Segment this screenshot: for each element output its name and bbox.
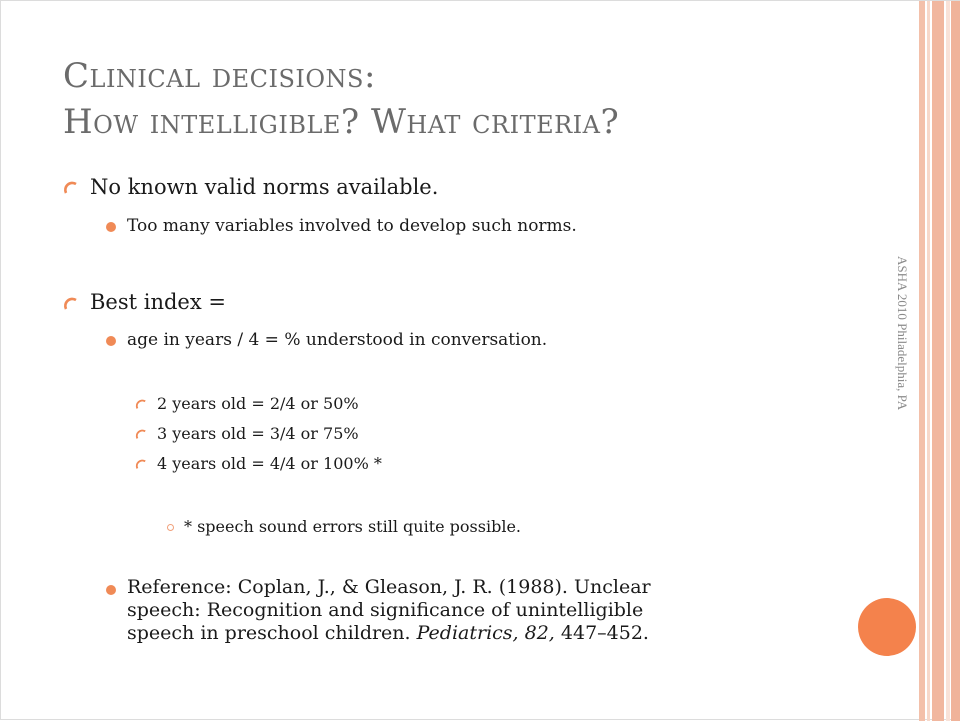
decorative-stripe (927, 1, 930, 721)
chevron-bullet-icon (63, 181, 77, 195)
chevron-bullet-icon (135, 429, 146, 440)
dot-bullet-icon (106, 336, 116, 346)
ring-bullet-icon (167, 524, 174, 531)
decorative-stripe (932, 1, 944, 721)
note-speech-errors: * speech sound errors still quite possible. (184, 517, 522, 536)
sub-bullet-formula: age in years / 4 = % understood in conversation. (127, 330, 548, 350)
footer-label: ASHA 2010 Philadelphia, PA (895, 256, 910, 411)
decorative-stripe (951, 1, 960, 721)
reference-line-1: Reference: Coplan, J., & Gleason, J. R. (1988). Unclear (127, 576, 651, 598)
bullet-best-index: Best index = (90, 290, 226, 314)
example-3-years: 3 years old = 3/4 or 75% (157, 424, 359, 443)
decorative-stripe (919, 1, 925, 721)
example-2-years: 2 years old = 2/4 or 50% (157, 394, 359, 413)
chevron-bullet-icon (135, 399, 146, 410)
title-line-2: How intelligible? What criteria? (63, 102, 620, 142)
dot-bullet-icon (106, 585, 116, 595)
bullet-norms: No known valid norms available. (90, 175, 439, 199)
sub-bullet-variables: Too many variables involved to develop such norms. (127, 216, 577, 236)
reference-line-3b: 447–452. (554, 622, 649, 644)
reference (127, 576, 817, 645)
decorative-circle (858, 598, 916, 656)
slide-title (63, 53, 863, 145)
reference-journal: Pediatrics, 82, (416, 622, 555, 644)
reference-line-3a: speech in preschool children. (127, 622, 417, 644)
decorative-stripe (946, 1, 950, 721)
title-line-1: Clinical decisions: (63, 56, 376, 96)
dot-bullet-icon (106, 222, 116, 232)
reference-line-3 (127, 622, 817, 645)
chevron-bullet-icon (135, 459, 146, 470)
reference-line-2: speech: Recognition and significance of unintelligible (127, 599, 644, 621)
chevron-bullet-icon (63, 297, 77, 311)
example-4-years: 4 years old = 4/4 or 100% * (157, 454, 382, 473)
